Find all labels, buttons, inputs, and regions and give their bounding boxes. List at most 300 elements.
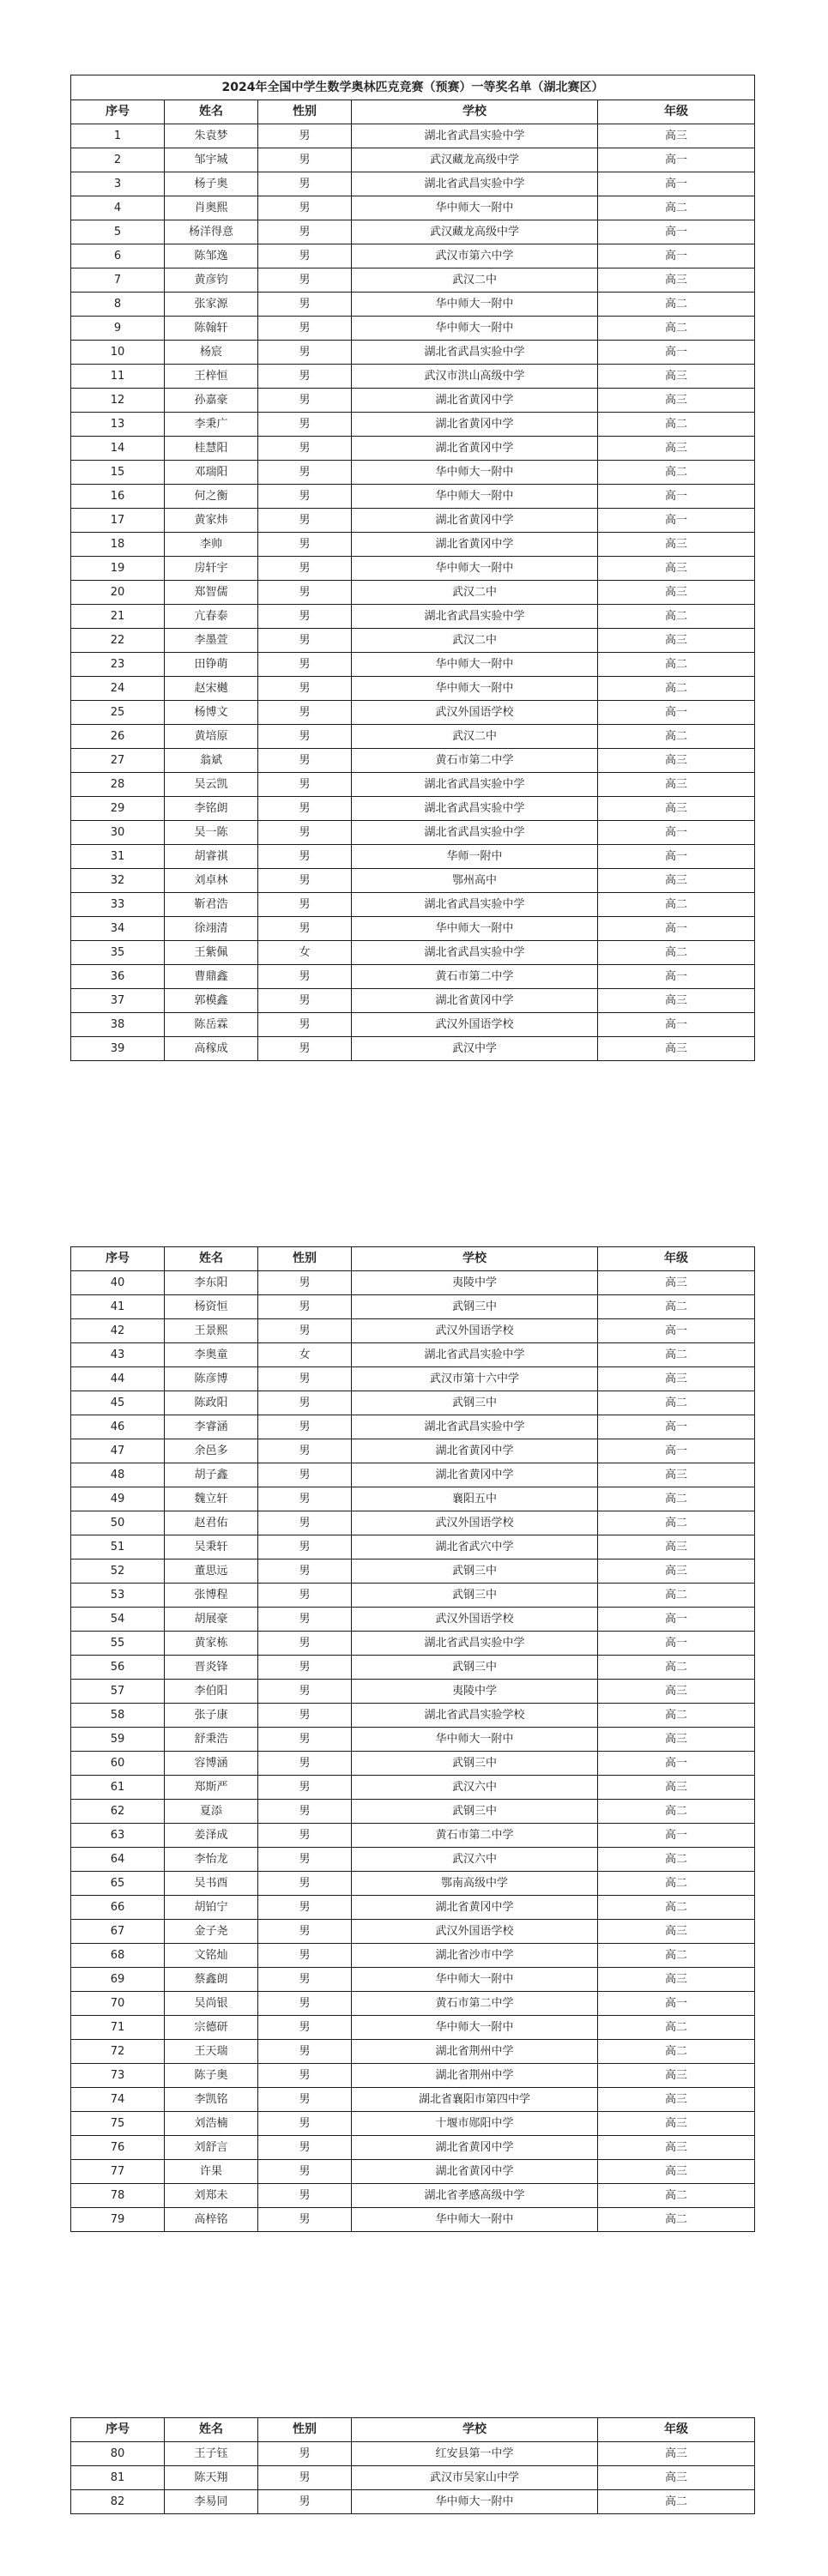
cell-school: 湖北省武昌实验中学 <box>352 1343 598 1367</box>
cell-gender: 男 <box>258 1439 352 1463</box>
table-row <box>71 797 755 821</box>
cell-rank: 82 <box>71 2490 165 2514</box>
cell-name: 胡铂宁 <box>165 1896 258 1920</box>
table-row <box>71 293 755 317</box>
cell-grade: 高三 <box>598 389 755 413</box>
cell-name: 杨洋得意 <box>165 220 258 244</box>
cell-gender: 男 <box>258 2112 352 2136</box>
cell-grade: 高二 <box>598 725 755 749</box>
cell-school: 华中师大一附中 <box>352 557 598 581</box>
cell-school: 湖北省黄冈中学 <box>352 2160 598 2184</box>
table-row <box>71 461 755 485</box>
cell-name: 孙嘉豪 <box>165 389 258 413</box>
cell-name: 郭模鑫 <box>165 989 258 1013</box>
cell-grade: 高一 <box>598 1319 755 1343</box>
cell-name: 桂慧阳 <box>165 437 258 461</box>
cell-grade: 高三 <box>598 268 755 293</box>
cell-school: 湖北省武昌实验中学 <box>352 773 598 797</box>
cell-gender: 男 <box>258 1608 352 1632</box>
cell-gender: 男 <box>258 677 352 701</box>
column-header-gender: 性别 <box>258 100 352 124</box>
column-header-rank: 序号 <box>71 100 165 124</box>
cell-school: 华中师大一附中 <box>352 2016 598 2040</box>
cell-gender: 男 <box>258 821 352 845</box>
cell-name: 吴云凯 <box>165 773 258 797</box>
cell-grade: 高三 <box>598 773 755 797</box>
cell-grade: 高二 <box>598 1848 755 1872</box>
cell-rank: 74 <box>71 2088 165 2112</box>
column-header-name: 姓名 <box>165 1247 258 1271</box>
cell-gender: 男 <box>258 581 352 605</box>
table-row <box>71 605 755 629</box>
table-row <box>71 365 755 389</box>
cell-rank: 34 <box>71 917 165 941</box>
cell-gender: 男 <box>258 1728 352 1752</box>
cell-gender: 男 <box>258 1752 352 1776</box>
cell-school: 华中师大一附中 <box>352 653 598 677</box>
table-row <box>71 1271 755 1295</box>
column-header-gender: 性别 <box>258 2418 352 2442</box>
cell-rank: 64 <box>71 1848 165 1872</box>
cell-school: 武汉外国语学校 <box>352 1319 598 1343</box>
cell-gender: 男 <box>258 389 352 413</box>
cell-school: 武钢三中 <box>352 1800 598 1824</box>
column-header-grade: 年级 <box>598 1247 755 1271</box>
table-row <box>71 1680 755 1704</box>
cell-grade: 高一 <box>598 1013 755 1037</box>
cell-rank: 67 <box>71 1920 165 1944</box>
cell-gender: 男 <box>258 1656 352 1680</box>
cell-school: 湖北省黄冈中学 <box>352 1439 598 1463</box>
cell-school: 湖北省武穴中学 <box>352 1535 598 1559</box>
cell-school: 武汉藏龙高级中学 <box>352 148 598 172</box>
cell-rank: 7 <box>71 268 165 293</box>
cell-school: 武钢三中 <box>352 1295 598 1319</box>
cell-gender: 男 <box>258 1391 352 1415</box>
cell-rank: 53 <box>71 1584 165 1608</box>
table-row <box>71 1608 755 1632</box>
cell-rank: 13 <box>71 413 165 437</box>
cell-rank: 21 <box>71 605 165 629</box>
cell-gender: 男 <box>258 653 352 677</box>
cell-name: 陈政阳 <box>165 1391 258 1415</box>
cell-gender: 男 <box>258 1944 352 1968</box>
cell-grade: 高二 <box>598 2184 755 2208</box>
cell-grade: 高三 <box>598 989 755 1013</box>
cell-school: 武汉二中 <box>352 581 598 605</box>
table-row <box>71 1343 755 1367</box>
cell-name: 王子钰 <box>165 2442 258 2466</box>
cell-gender: 男 <box>258 797 352 821</box>
table-row <box>71 413 755 437</box>
column-header-name: 姓名 <box>165 100 258 124</box>
cell-gender: 男 <box>258 605 352 629</box>
cell-rank: 30 <box>71 821 165 845</box>
table-row <box>71 2490 755 2514</box>
cell-rank: 43 <box>71 1343 165 1367</box>
cell-rank: 14 <box>71 437 165 461</box>
award-table-page-1 <box>70 75 755 1061</box>
cell-grade: 高二 <box>598 2040 755 2064</box>
table-row <box>71 869 755 893</box>
cell-name: 李东阳 <box>165 1271 258 1295</box>
cell-gender: 男 <box>258 2184 352 2208</box>
table-row <box>71 2442 755 2466</box>
cell-grade: 高三 <box>598 581 755 605</box>
cell-rank: 62 <box>71 1800 165 1824</box>
cell-rank: 79 <box>71 2208 165 2232</box>
cell-rank: 49 <box>71 1487 165 1511</box>
cell-name: 李帅 <box>165 533 258 557</box>
cell-gender: 男 <box>258 317 352 341</box>
cell-grade: 高二 <box>598 2208 755 2232</box>
cell-grade: 高二 <box>598 1800 755 1824</box>
cell-school: 湖北省武昌实验中学 <box>352 341 598 365</box>
cell-gender: 男 <box>258 2160 352 2184</box>
cell-school: 襄阳五中 <box>352 1487 598 1511</box>
cell-rank: 81 <box>71 2466 165 2490</box>
cell-grade: 高二 <box>598 605 755 629</box>
cell-rank: 69 <box>71 1968 165 1992</box>
table-row <box>71 148 755 172</box>
cell-rank: 28 <box>71 773 165 797</box>
cell-gender: 男 <box>258 437 352 461</box>
cell-school: 湖北省荆州中学 <box>352 2064 598 2088</box>
cell-name: 容博涵 <box>165 1752 258 1776</box>
cell-rank: 24 <box>71 677 165 701</box>
cell-rank: 1 <box>71 124 165 148</box>
table-row <box>71 1295 755 1319</box>
cell-rank: 68 <box>71 1944 165 1968</box>
cell-grade: 高三 <box>598 1968 755 1992</box>
cell-rank: 19 <box>71 557 165 581</box>
table-row <box>71 941 755 965</box>
table-row <box>71 509 755 533</box>
cell-name: 翁斌 <box>165 749 258 773</box>
cell-grade: 高三 <box>598 749 755 773</box>
cell-grade: 高三 <box>598 533 755 557</box>
cell-rank: 20 <box>71 581 165 605</box>
cell-rank: 58 <box>71 1704 165 1728</box>
cell-name: 邹宇城 <box>165 148 258 172</box>
column-header-grade: 年级 <box>598 2418 755 2442</box>
cell-grade: 高一 <box>598 1632 755 1656</box>
cell-name: 陈岳霖 <box>165 1013 258 1037</box>
cell-name: 高梓铭 <box>165 2208 258 2232</box>
cell-name: 吴秉轩 <box>165 1535 258 1559</box>
cell-school: 武钢三中 <box>352 1752 598 1776</box>
cell-school: 武汉藏龙高级中学 <box>352 220 598 244</box>
cell-rank: 35 <box>71 941 165 965</box>
cell-grade: 高一 <box>598 821 755 845</box>
cell-rank: 25 <box>71 701 165 725</box>
table-row <box>71 1584 755 1608</box>
table-row <box>71 701 755 725</box>
cell-grade: 高二 <box>598 1656 755 1680</box>
cell-school: 武汉市第六中学 <box>352 244 598 268</box>
cell-gender: 女 <box>258 941 352 965</box>
cell-school: 武汉外国语学校 <box>352 1013 598 1037</box>
table-row <box>71 1776 755 1800</box>
table-row <box>71 2208 755 2232</box>
cell-school: 湖北省黄冈中学 <box>352 413 598 437</box>
cell-name: 何之衡 <box>165 485 258 509</box>
cell-name: 舒秉浩 <box>165 1728 258 1752</box>
table-row <box>71 220 755 244</box>
table-row <box>71 1848 755 1872</box>
cell-school: 湖北省武昌实验学校 <box>352 1704 598 1728</box>
cell-grade: 高三 <box>598 2442 755 2466</box>
cell-name: 陈翰轩 <box>165 317 258 341</box>
cell-gender: 男 <box>258 1632 352 1656</box>
cell-name: 曹鼎鑫 <box>165 965 258 989</box>
cell-gender: 男 <box>258 2442 352 2466</box>
cell-rank: 4 <box>71 196 165 220</box>
cell-gender: 男 <box>258 293 352 317</box>
cell-name: 陈彦博 <box>165 1367 258 1391</box>
table-row <box>71 533 755 557</box>
cell-grade: 高一 <box>598 845 755 869</box>
cell-rank: 75 <box>71 2112 165 2136</box>
table-row <box>71 965 755 989</box>
cell-name: 陈天翔 <box>165 2466 258 2490</box>
cell-gender: 男 <box>258 1872 352 1896</box>
cell-name: 李易同 <box>165 2490 258 2514</box>
table-row <box>71 557 755 581</box>
table-row <box>71 1319 755 1343</box>
table-row <box>71 2160 755 2184</box>
cell-gender: 男 <box>258 893 352 917</box>
cell-gender: 男 <box>258 1559 352 1584</box>
column-header-gender: 性别 <box>258 1247 352 1271</box>
cell-grade: 高二 <box>598 2490 755 2514</box>
cell-gender: 男 <box>258 533 352 557</box>
cell-grade: 高一 <box>598 917 755 941</box>
cell-name: 杨子奥 <box>165 172 258 196</box>
cell-school: 武汉市吴家山中学 <box>352 2466 598 2490</box>
cell-rank: 29 <box>71 797 165 821</box>
cell-grade: 高一 <box>598 485 755 509</box>
cell-grade: 高一 <box>598 220 755 244</box>
table-row <box>71 244 755 268</box>
cell-grade: 高二 <box>598 196 755 220</box>
cell-grade: 高一 <box>598 509 755 533</box>
cell-rank: 47 <box>71 1439 165 1463</box>
cell-school: 湖北省荆州中学 <box>352 2040 598 2064</box>
cell-gender: 男 <box>258 148 352 172</box>
cell-rank: 39 <box>71 1037 165 1061</box>
cell-rank: 51 <box>71 1535 165 1559</box>
cell-name: 胡睿祺 <box>165 845 258 869</box>
cell-rank: 52 <box>71 1559 165 1584</box>
table-row <box>71 581 755 605</box>
column-header-name: 姓名 <box>165 2418 258 2442</box>
table-row <box>71 437 755 461</box>
table-row <box>71 1367 755 1391</box>
cell-gender: 男 <box>258 1037 352 1061</box>
cell-grade: 高三 <box>598 1920 755 1944</box>
table-row <box>71 773 755 797</box>
cell-gender: 男 <box>258 629 352 653</box>
table-row <box>71 1487 755 1511</box>
cell-name: 亢春泰 <box>165 605 258 629</box>
cell-rank: 18 <box>71 533 165 557</box>
cell-school: 湖北省武昌实验中学 <box>352 941 598 965</box>
cell-gender: 男 <box>258 845 352 869</box>
cell-name: 黄家炜 <box>165 509 258 533</box>
cell-name: 李睿涵 <box>165 1415 258 1439</box>
cell-gender: 男 <box>258 2040 352 2064</box>
cell-rank: 12 <box>71 389 165 413</box>
cell-gender: 男 <box>258 172 352 196</box>
table-row <box>71 2466 755 2490</box>
cell-grade: 高二 <box>598 893 755 917</box>
cell-name: 李铭朗 <box>165 797 258 821</box>
cell-school: 湖北省武昌实验中学 <box>352 893 598 917</box>
cell-name: 田铮萌 <box>165 653 258 677</box>
cell-name: 王天瑞 <box>165 2040 258 2064</box>
cell-grade: 高三 <box>598 2064 755 2088</box>
cell-grade: 高三 <box>598 797 755 821</box>
table-header <box>71 2418 755 2442</box>
cell-grade: 高一 <box>598 172 755 196</box>
cell-rank: 61 <box>71 1776 165 1800</box>
cell-grade: 高三 <box>598 2160 755 2184</box>
cell-school: 湖北省孝感高级中学 <box>352 2184 598 2208</box>
table-row <box>71 1872 755 1896</box>
cell-rank: 11 <box>71 365 165 389</box>
cell-gender: 男 <box>258 220 352 244</box>
cell-school: 武汉二中 <box>352 725 598 749</box>
cell-school: 湖北省黄冈中学 <box>352 389 598 413</box>
cell-grade: 高一 <box>598 1992 755 2016</box>
cell-rank: 57 <box>71 1680 165 1704</box>
cell-school: 鄂州高中 <box>352 869 598 893</box>
cell-school: 武汉六中 <box>352 1776 598 1800</box>
table-row <box>71 1439 755 1463</box>
cell-school: 湖北省武昌实验中学 <box>352 1415 598 1439</box>
table-row <box>71 317 755 341</box>
table-row <box>71 1632 755 1656</box>
cell-gender: 男 <box>258 1415 352 1439</box>
cell-grade: 高一 <box>598 148 755 172</box>
cell-rank: 77 <box>71 2160 165 2184</box>
cell-grade: 高三 <box>598 2466 755 2490</box>
cell-rank: 36 <box>71 965 165 989</box>
cell-rank: 3 <box>71 172 165 196</box>
cell-grade: 高三 <box>598 557 755 581</box>
cell-name: 刘浩楠 <box>165 2112 258 2136</box>
cell-gender: 男 <box>258 1511 352 1535</box>
cell-gender: 男 <box>258 2064 352 2088</box>
cell-school: 武钢三中 <box>352 1391 598 1415</box>
cell-gender: 男 <box>258 1992 352 2016</box>
cell-gender: 男 <box>258 1968 352 1992</box>
cell-gender: 男 <box>258 869 352 893</box>
cell-name: 赵君佑 <box>165 1511 258 1535</box>
cell-name: 金子尧 <box>165 1920 258 1944</box>
cell-school: 华中师大一附中 <box>352 317 598 341</box>
cell-name: 肖奥熙 <box>165 196 258 220</box>
cell-gender: 男 <box>258 341 352 365</box>
table-row <box>71 124 755 148</box>
cell-rank: 56 <box>71 1656 165 1680</box>
cell-grade: 高一 <box>598 701 755 725</box>
cell-rank: 55 <box>71 1632 165 1656</box>
cell-grade: 高二 <box>598 1487 755 1511</box>
cell-name: 张家源 <box>165 293 258 317</box>
cell-grade: 高三 <box>598 1271 755 1295</box>
cell-rank: 80 <box>71 2442 165 2466</box>
cell-name: 文铭灿 <box>165 1944 258 1968</box>
cell-grade: 高三 <box>598 1367 755 1391</box>
cell-gender: 男 <box>258 1463 352 1487</box>
cell-school: 湖北省黄冈中学 <box>352 1463 598 1487</box>
cell-grade: 高二 <box>598 2016 755 2040</box>
cell-gender: 男 <box>258 1920 352 1944</box>
cell-school: 武汉外国语学校 <box>352 1920 598 1944</box>
cell-name: 陈子奥 <box>165 2064 258 2088</box>
table-row <box>71 2112 755 2136</box>
cell-grade: 高三 <box>598 1728 755 1752</box>
cell-rank: 50 <box>71 1511 165 1535</box>
cell-name: 邓瑞阳 <box>165 461 258 485</box>
cell-grade: 高一 <box>598 1415 755 1439</box>
award-table-page-3 <box>70 2417 755 2514</box>
cell-name: 黄家栋 <box>165 1632 258 1656</box>
cell-school: 夷陵中学 <box>352 1680 598 1704</box>
cell-name: 胡展豪 <box>165 1608 258 1632</box>
cell-school: 湖北省武昌实验中学 <box>352 797 598 821</box>
cell-gender: 男 <box>258 1896 352 1920</box>
cell-grade: 高一 <box>598 1752 755 1776</box>
cell-school: 湖北省沙市中学 <box>352 1944 598 1968</box>
cell-name: 王景熙 <box>165 1319 258 1343</box>
cell-school: 华中师大一附中 <box>352 677 598 701</box>
cell-school: 武汉二中 <box>352 629 598 653</box>
cell-gender: 男 <box>258 1848 352 1872</box>
cell-name: 高稼成 <box>165 1037 258 1061</box>
cell-school: 武钢三中 <box>352 1584 598 1608</box>
cell-gender: 男 <box>258 485 352 509</box>
cell-name: 姜泽成 <box>165 1824 258 1848</box>
cell-gender: 男 <box>258 365 352 389</box>
cell-school: 湖北省黄冈中学 <box>352 533 598 557</box>
cell-grade: 高二 <box>598 1511 755 1535</box>
table-row <box>71 725 755 749</box>
cell-name: 吴尚银 <box>165 1992 258 2016</box>
cell-name: 黄培原 <box>165 725 258 749</box>
table-row <box>71 845 755 869</box>
cell-school: 湖北省黄冈中学 <box>352 509 598 533</box>
cell-rank: 63 <box>71 1824 165 1848</box>
cell-school: 华中师大一附中 <box>352 196 598 220</box>
table-row <box>71 917 755 941</box>
cell-rank: 60 <box>71 1752 165 1776</box>
cell-gender: 男 <box>258 701 352 725</box>
table-row <box>71 677 755 701</box>
cell-name: 杨博文 <box>165 701 258 725</box>
cell-gender: 男 <box>258 1680 352 1704</box>
cell-school: 武汉市第十六中学 <box>352 1367 598 1391</box>
table-row <box>71 196 755 220</box>
cell-grade: 高二 <box>598 293 755 317</box>
cell-grade: 高二 <box>598 1343 755 1367</box>
cell-name: 郑斯严 <box>165 1776 258 1800</box>
cell-gender: 男 <box>258 1319 352 1343</box>
column-header-school: 学校 <box>352 100 598 124</box>
cell-gender: 女 <box>258 1343 352 1367</box>
